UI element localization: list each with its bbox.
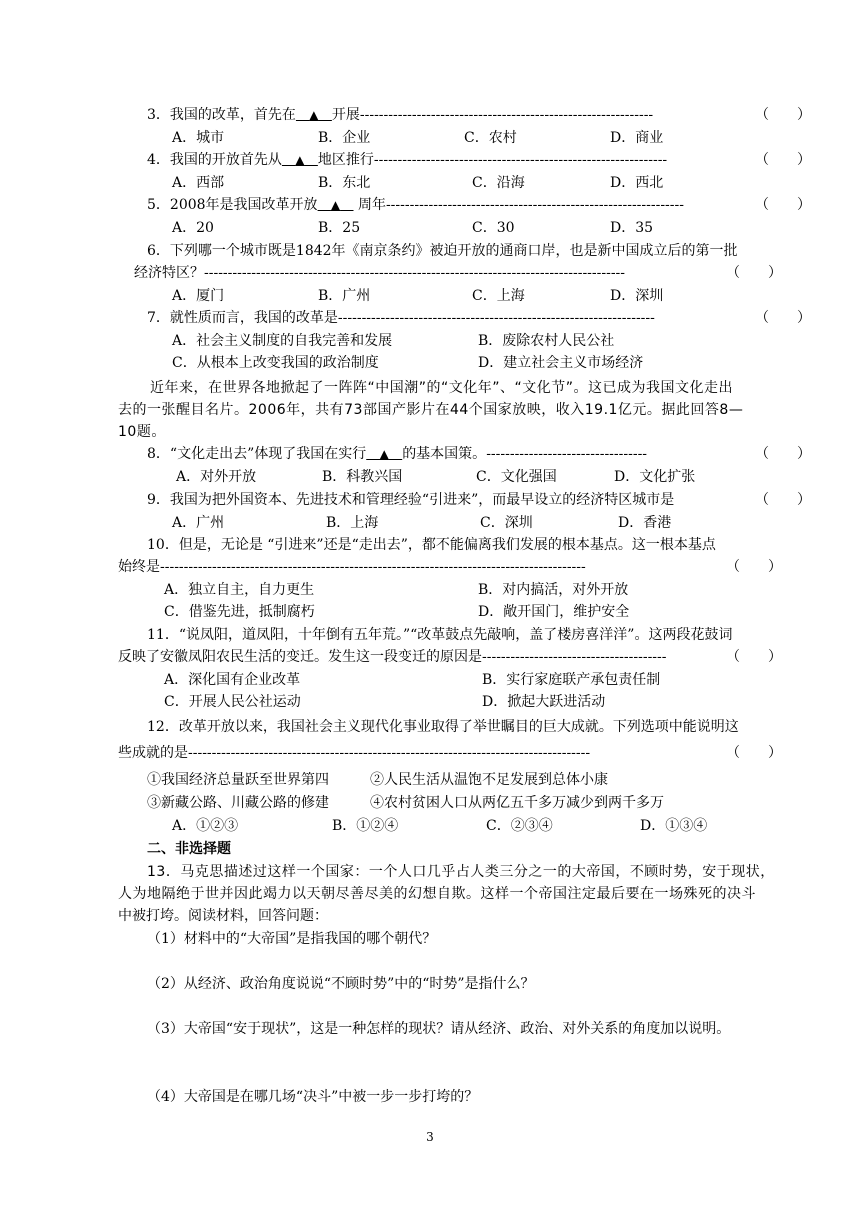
q10-option-b: B．对内搞活，对外开放	[478, 582, 629, 598]
leader-dashes: ------------------------------------------------------------------------------------------	[160, 559, 586, 575]
q12-option-d: D．①③④	[640, 818, 708, 834]
q5-option-a: A．20	[172, 220, 214, 236]
answer-bracket: （ ）	[726, 265, 782, 281]
question-6-cont: 经济特区？----------------------------------------------------------------------------------------- （ ）	[134, 262, 782, 284]
material-passage-line3: 10题。	[118, 424, 166, 440]
answer-bracket: （ ）	[726, 745, 782, 761]
question-11: 11．“说凤阳，道凤阳，十年倒有五年荒。”“改革鼓点先敲响，盖了楼房喜洋洋”。这两段花鼓词	[147, 627, 733, 643]
leader-dashes: -------------------------------------------------------------------	[337, 310, 655, 326]
q6-option-b: B．广州	[318, 288, 371, 304]
q4-option-d: D．西北	[610, 175, 664, 191]
question-12-cont: 些成就的是------------------------------------------------------------------------------------- （ ）	[118, 742, 782, 764]
leader-dashes: ---------------------------------------------------------------	[385, 197, 684, 213]
leader-dashes: ---------------------------------------	[482, 649, 667, 665]
q5-option-d: D．35	[610, 220, 654, 236]
question-13-line1: 13．马克思描述过这样一个国家：一个人口几乎占人类三分之一的大帝国，不顾时势，安于现状，	[147, 864, 775, 880]
question-10-cont: 始终是------------------------------------------------------------------------------------------ （ ）	[118, 556, 782, 578]
q11-option-c: C．开展人民公社运动	[164, 694, 301, 710]
q9-option-b: B．上海	[326, 515, 379, 531]
q10-option-a: A．独立自主，自力更生	[164, 582, 315, 598]
q3-stem: 3．我国的改革，首先在	[147, 107, 296, 123]
question-7: 7．就性质而言，我国的改革是------------------------------------------------------------------- （ ）	[147, 307, 811, 329]
leader-dashes: -----------------------------------------------------------------------------------------	[204, 265, 626, 281]
answer-bracket: （ ）	[726, 559, 782, 575]
q8-option-c: C．文化强国	[476, 469, 557, 485]
q4-option-a: A．西部	[172, 175, 225, 191]
q13-subquestion-1: （1）材料中的“大帝国”是指我国的哪个朝代？	[147, 931, 437, 947]
answer-bracket: （ ）	[755, 310, 811, 326]
question-13-line3: 中被打垮。阅读材料，回答问题：	[118, 908, 328, 924]
q11-option-d: D．掀起大跃进活动	[482, 694, 606, 710]
q6-option-d: D．深圳	[610, 288, 664, 304]
leader-dashes: --------------------------------------------------------------	[359, 107, 654, 123]
q6-option-a: A．厦门	[172, 288, 225, 304]
q3-option-c: C．农村	[464, 130, 517, 146]
leader-dashes: ----------------------------------	[486, 446, 648, 462]
q4-option-b: B．东北	[318, 175, 371, 191]
question-3: 3．我国的改革，首先在 ▲ 开展-------------------------------------------------------------- （ ）	[147, 104, 811, 126]
q9-option-d: D．香港	[618, 515, 672, 531]
question-10: 10．但是，无论是 “引进来”还是“走出去”，都不能偏离我们发展的根本基点。这一根本基点	[147, 537, 716, 553]
section-heading: 二、非选择题	[147, 841, 231, 857]
answer-bracket: （ ）	[755, 492, 811, 508]
q8-option-b: B．科教兴国	[322, 469, 403, 485]
q3-option-d: D．商业	[610, 130, 664, 146]
question-6: 6．下列哪一个城市既是1842年《南京条约》被迫开放的通商口岸，也是新中国成立后的第一批	[147, 243, 738, 259]
q12-item-1: ①我国经济总量跃至世界第四	[147, 772, 329, 788]
q3-option-a: A．城市	[172, 130, 225, 146]
q12-option-a: A．①②③	[172, 818, 239, 834]
q10-option-c: C．借鉴先进，抵制腐朽	[164, 604, 315, 620]
q5-option-b: B．25	[318, 220, 361, 236]
answer-blank: ▲	[379, 447, 389, 461]
q9-option-a: A．广州	[172, 515, 225, 531]
q13-subquestion-4: （4）大帝国是在哪几场“决斗”中被一步一步打垮的？	[147, 1089, 479, 1105]
q13-subquestion-2: （2）从经济、政治角度说说“不顾时势”中的“时势”是指什么？	[147, 976, 535, 992]
answer-bracket: （ ）	[755, 197, 811, 213]
question-4: 4．我国的开放首先从 ▲ 地区推行-------------------------------------------------------------- （ ）	[147, 149, 811, 171]
answer-bracket: （ ）	[755, 446, 811, 462]
question-8: 8．“文化走出去”体现了我国在实行 ▲ 的基本国策。---------------------------------- （ ）	[147, 443, 811, 465]
q12-option-b: B．①②④	[332, 818, 399, 834]
question-5: 5．2008年是我国改革开放 ▲ 周年--------------------------------------------------------------- （ ）	[147, 194, 811, 216]
answer-bracket: （ ）	[726, 649, 782, 665]
q5-option-c: C．30	[472, 220, 515, 236]
answer-blank: ▲	[309, 108, 319, 122]
material-passage-line1: 近年来，在世界各地掀起了一阵阵“中国潮”的“文化年”、“文化节”。这已成为我国文化走出	[150, 380, 734, 396]
page-number: 3	[426, 1130, 434, 1144]
q12-option-c: C．②③④	[486, 818, 553, 834]
q7-option-b: B．废除农村人民公社	[478, 333, 615, 349]
q10-option-d: D．敞开国门，维护安全	[478, 604, 630, 620]
material-passage-line2: 去的一张醒目名片。2006年，共有73部国产影片在44个国家放映，收入19.1亿元。据此回答8—	[118, 402, 744, 418]
q8-option-d: D．文化扩张	[614, 469, 696, 485]
question-9: 9．我国为把外国资本、先进技术和管理经验“引进来”，而最早设立的经济特区城市是 （ ）	[147, 489, 811, 511]
q11-option-b: B．实行家庭联产承包责任制	[482, 672, 661, 688]
answer-bracket: （ ）	[755, 152, 811, 168]
q9-option-c: C．深圳	[480, 515, 533, 531]
answer-bracket: （ ）	[755, 107, 811, 123]
q11-option-a: A．深化国有企业改革	[164, 672, 301, 688]
q3-option-b: B．企业	[318, 130, 371, 146]
answer-blank: ▲	[330, 198, 341, 212]
question-13-line2: 人为地隔绝于世并因此竭力以天朝尽善尽美的幻想自欺。这样一个帝国注定最后要在一场殊死的决斗	[118, 886, 756, 902]
q12-item-3: ③新藏公路、川藏公路的修建	[147, 795, 329, 811]
q6-option-c: C．上海	[472, 288, 525, 304]
leader-dashes: --------------------------------------------------------------	[373, 152, 668, 168]
question-11-cont: 反映了安徽凤阳农民生活的变迁。发生这一段变迁的原因是--------------------------------------- （ ）	[118, 646, 782, 668]
question-12: 12．改革开放以来，我国社会主义现代化事业取得了举世瞩目的巨大成就。下列选项中能说明这	[147, 719, 739, 735]
q12-item-2: ②人民生活从温饱不足发展到总体小康	[370, 772, 608, 788]
q7-option-c: C．从根本上改变我国的政治制度	[172, 355, 379, 371]
q8-option-a: A．对外开放	[176, 469, 257, 485]
q4-option-c: C．沿海	[472, 175, 525, 191]
q12-item-4: ④农村贫困人口从两亿五千多万减少到两千多万	[370, 795, 664, 811]
q7-option-d: D．建立社会主义市场经济	[478, 355, 644, 371]
leader-dashes: -------------------------------------------------------------------------------------	[188, 745, 591, 761]
q13-subquestion-3: （3）大帝国“安于现状”，这是一种怎样的现状？请从经济、政治、对外关系的角度加以说明。	[147, 1021, 731, 1037]
q7-option-a: A．社会主义制度的自我完善和发展	[172, 333, 393, 349]
answer-blank: ▲	[295, 153, 305, 167]
